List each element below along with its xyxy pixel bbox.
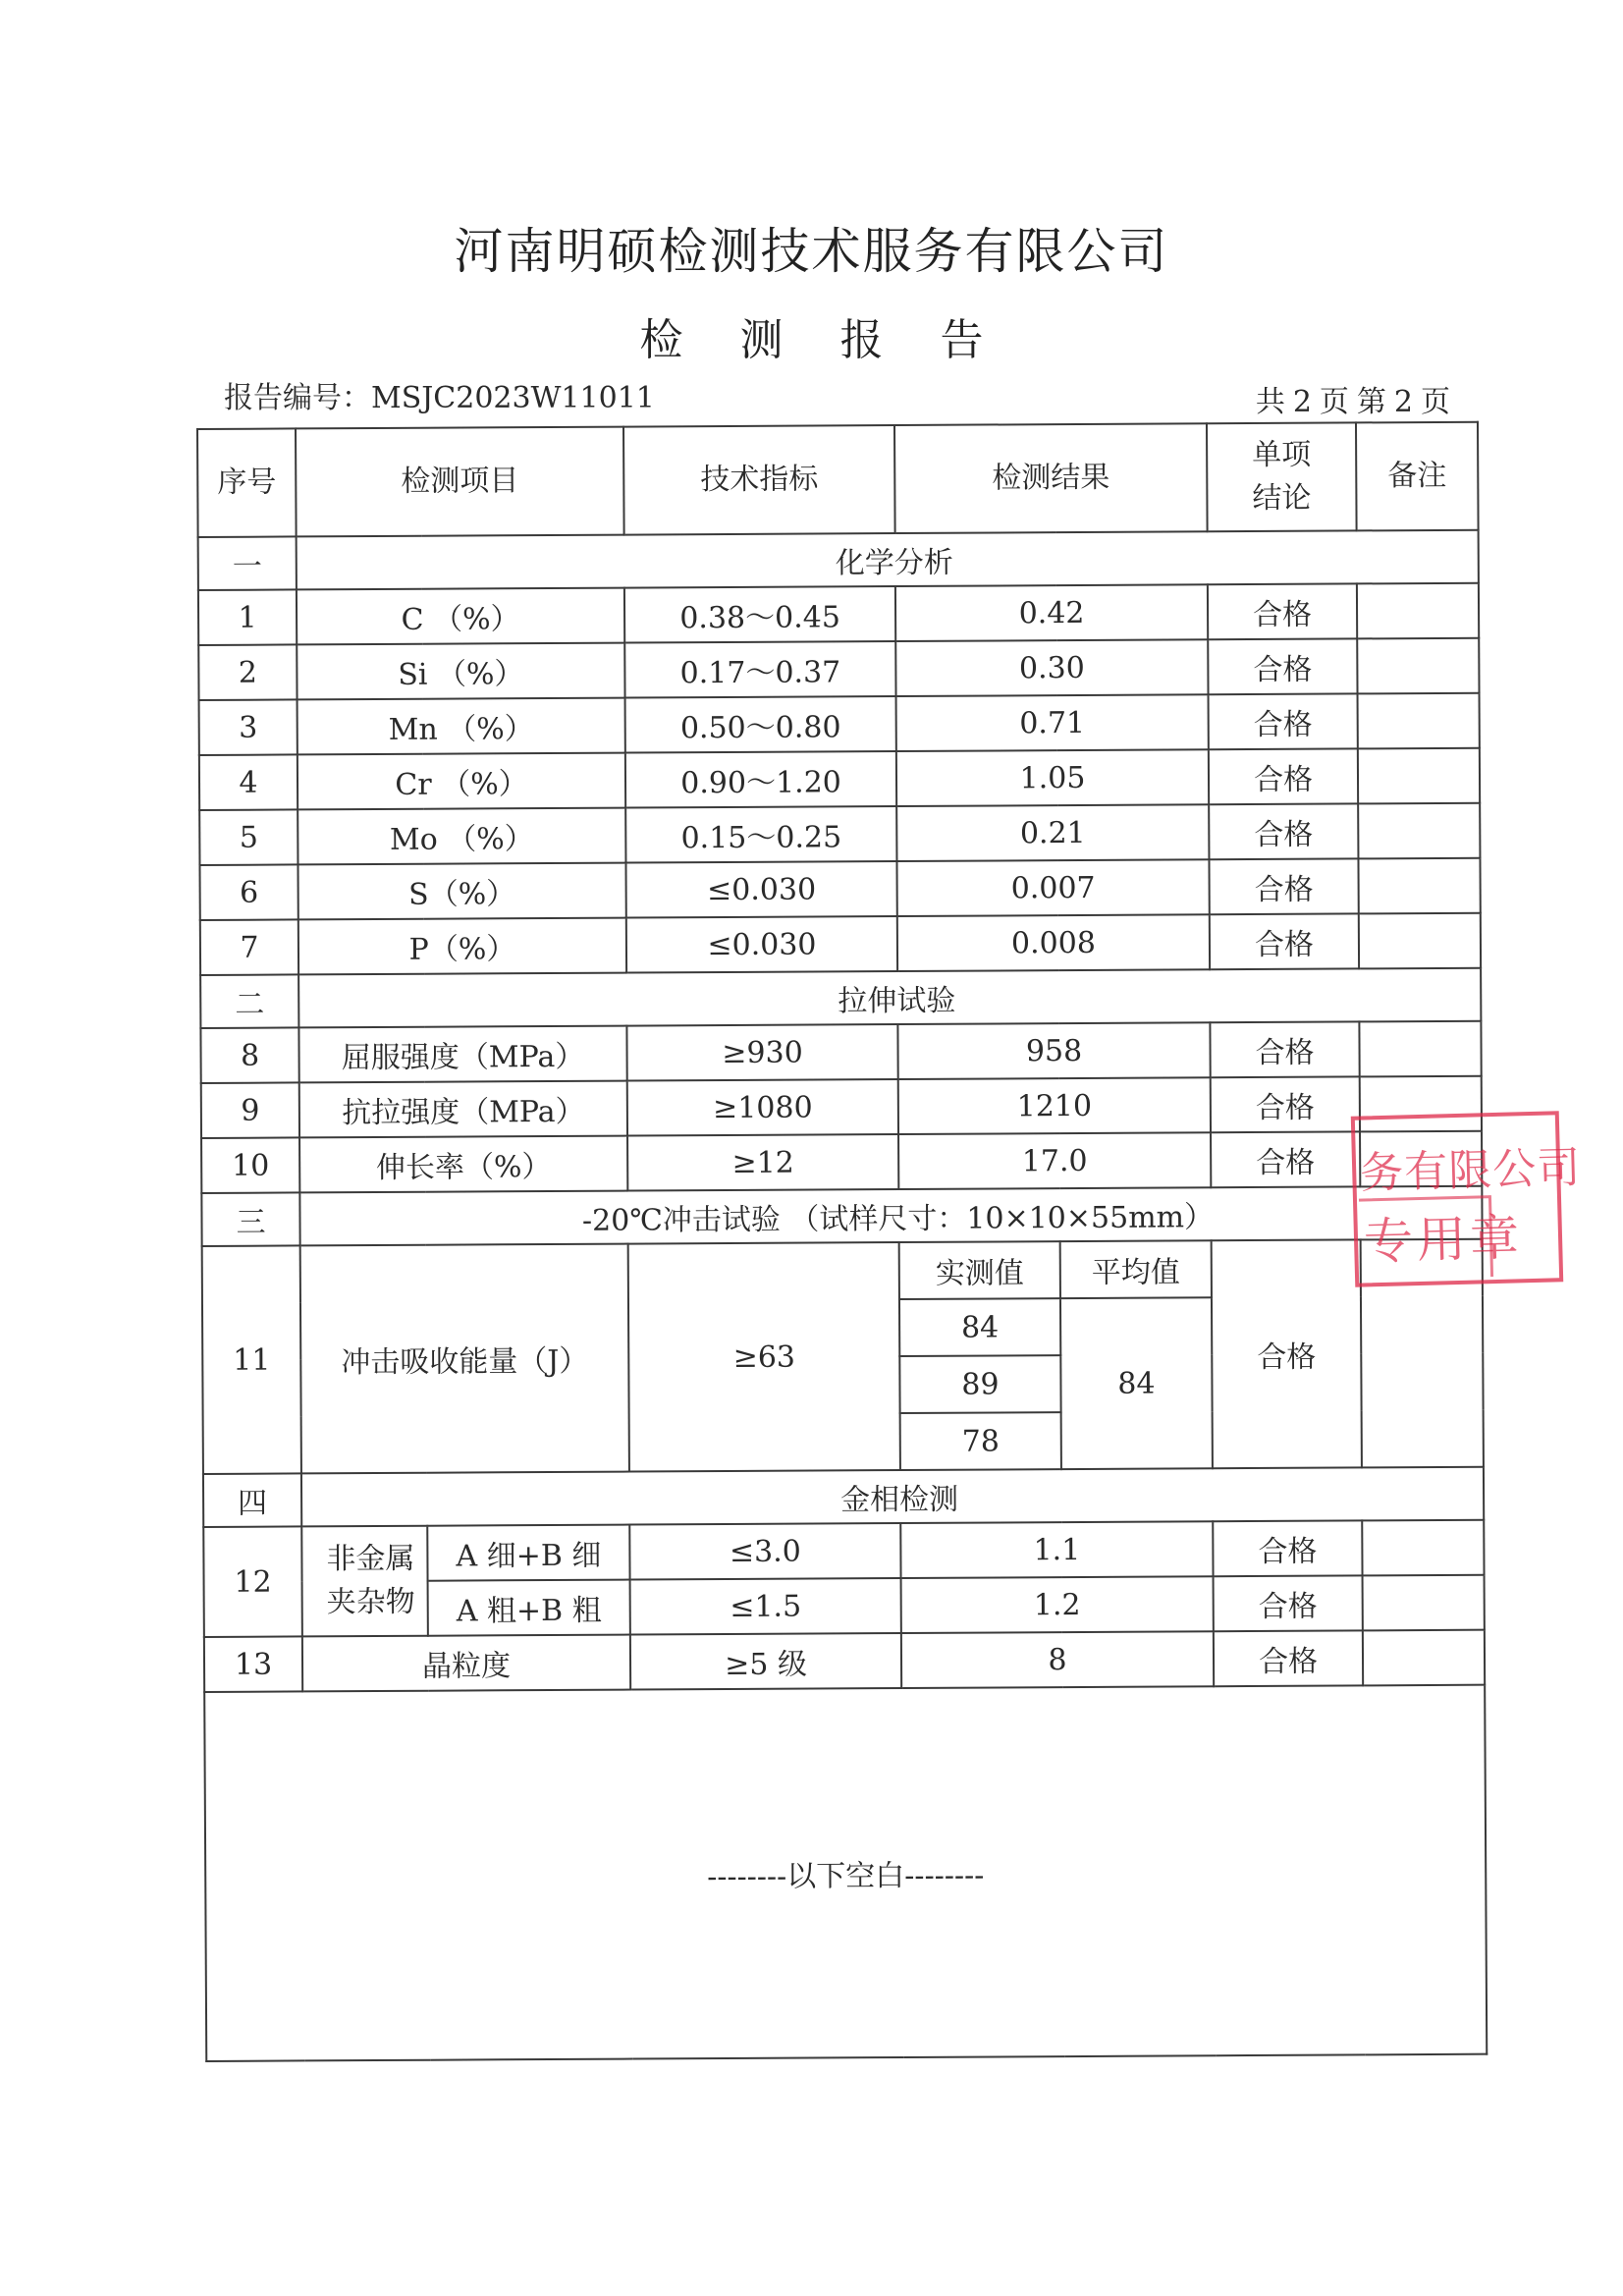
row-remark xyxy=(1362,1520,1484,1576)
row-remark xyxy=(1358,693,1480,749)
blank-note: --------以下空白-------- xyxy=(707,1858,985,1895)
section-title: 拉伸试验 xyxy=(298,968,1481,1028)
table-row xyxy=(203,1520,1484,1582)
row-item: 冲击吸收能量（J） xyxy=(300,1244,629,1474)
row-conclusion: 合格 xyxy=(1210,913,1359,969)
average-header: 平均值 xyxy=(1060,1240,1212,1298)
table-row xyxy=(198,583,1479,645)
seal-line-2: 专用章 xyxy=(1363,1209,1524,1271)
row-result: 1.1 xyxy=(900,1521,1213,1578)
row-remark xyxy=(1357,583,1479,639)
measured-value: 78 xyxy=(900,1412,1061,1470)
row-result: 1.2 xyxy=(901,1576,1214,1633)
row-result: 0.21 xyxy=(896,804,1209,861)
section-title: 化学分析 xyxy=(297,530,1479,590)
row-result: 17.0 xyxy=(898,1132,1211,1189)
section-row-chem xyxy=(198,530,1479,590)
row-number: 1 xyxy=(198,589,297,645)
row-spec: ≤0.030 xyxy=(626,916,897,973)
header-conclusion-label: 单项结论 xyxy=(1252,437,1312,516)
row-number: 2 xyxy=(198,644,297,700)
row-spec: ≤0.030 xyxy=(625,861,896,918)
row-remark xyxy=(1363,1630,1485,1686)
page-current: 2 xyxy=(1393,385,1413,419)
report-title: 检 测 报 告 xyxy=(639,315,1005,365)
row-number: 13 xyxy=(204,1636,302,1692)
inclusion-item xyxy=(301,1526,428,1637)
row-result: 0.007 xyxy=(896,859,1209,916)
table-row xyxy=(199,858,1480,920)
header-seq: 序号 xyxy=(197,428,297,537)
header-conclusion xyxy=(1207,422,1357,531)
row-item: S（%） xyxy=(298,863,625,920)
row-number: 6 xyxy=(199,864,298,920)
row-conclusion: 合格 xyxy=(1208,638,1357,694)
inclusion-item-line2: 夹杂物 xyxy=(326,1584,415,1620)
row-result: 0.008 xyxy=(897,914,1210,971)
row-number: 5 xyxy=(199,809,298,865)
row-spec: ≥63 xyxy=(628,1242,900,1472)
row-remark xyxy=(1363,1575,1485,1631)
row-spec: 0.50～0.80 xyxy=(625,696,896,753)
table-row xyxy=(201,1076,1482,1138)
company-seal xyxy=(1351,1111,1582,1286)
row-number: 9 xyxy=(201,1082,299,1138)
impact-row xyxy=(202,1239,1483,1303)
row-number: 12 xyxy=(203,1526,302,1637)
row-item: P（%） xyxy=(298,918,626,975)
row-result: 1210 xyxy=(898,1077,1211,1134)
section-title: -20℃冲击试验 （试样尺寸：10×10×55mm） xyxy=(299,1186,1482,1246)
row-number: 7 xyxy=(200,919,298,975)
row-conclusion: 合格 xyxy=(1209,803,1358,859)
section-title: 金相检测 xyxy=(301,1467,1484,1527)
row-item: 屈服强度（MPa） xyxy=(298,1026,626,1083)
row-item: C （%） xyxy=(297,588,624,645)
report-number xyxy=(224,373,655,416)
inclusion-item-line1: 非金属 xyxy=(326,1541,415,1577)
blank-note-cell xyxy=(204,1685,1487,2061)
row-conclusion: 合格 xyxy=(1211,1076,1360,1132)
row-item: Cr （%） xyxy=(298,753,625,810)
row-remark xyxy=(1358,803,1480,859)
row-spec: ≤3.0 xyxy=(629,1523,900,1580)
section-row-tensile xyxy=(200,968,1481,1028)
inclusion-subitem: A 粗+B 粗 xyxy=(428,1580,630,1636)
measured-value: 89 xyxy=(899,1355,1060,1413)
row-conclusion: 合格 xyxy=(1213,1520,1362,1576)
page-unit: 页 xyxy=(1319,385,1349,419)
row-conclusion: 合格 xyxy=(1210,1021,1359,1077)
row-spec: ≥1080 xyxy=(627,1079,898,1136)
section-number: 一 xyxy=(198,536,297,590)
seal-line-1: 务有限公司 xyxy=(1359,1142,1582,1199)
table-row xyxy=(200,913,1481,975)
row-item: 晶粒度 xyxy=(302,1635,630,1692)
row-conclusion: 合格 xyxy=(1209,858,1358,914)
row-item: Mn （%） xyxy=(298,698,625,755)
row-conclusion: 合格 xyxy=(1214,1575,1363,1631)
report-table xyxy=(196,421,1488,2062)
row-spec: 0.17～0.37 xyxy=(624,641,895,698)
row-conclusion: 合格 xyxy=(1209,693,1358,749)
section-number: 二 xyxy=(200,974,298,1028)
report-number-label: 报告编号： xyxy=(224,381,371,415)
row-number: 3 xyxy=(199,699,298,755)
row-result: 0.30 xyxy=(895,639,1208,696)
table-header-row xyxy=(197,422,1479,537)
table-row xyxy=(198,638,1479,700)
row-spec: ≥5 级 xyxy=(630,1633,901,1690)
row-result: 1.05 xyxy=(896,749,1209,806)
section-number: 三 xyxy=(201,1192,299,1246)
header-spec: 技术指标 xyxy=(623,425,895,535)
measured-header: 实测值 xyxy=(899,1241,1060,1299)
row-number: 4 xyxy=(199,754,298,810)
row-conclusion: 合格 xyxy=(1211,1131,1360,1187)
page-total-prefix: 共 xyxy=(1255,385,1285,419)
row-remark xyxy=(1359,913,1481,969)
header-result: 检测结果 xyxy=(894,423,1208,533)
row-number: 8 xyxy=(200,1027,298,1083)
row-result: 0.42 xyxy=(895,584,1208,641)
row-conclusion: 合格 xyxy=(1214,1630,1363,1686)
table-row xyxy=(199,803,1480,865)
row-item: Mo （%） xyxy=(298,808,625,865)
header-item: 检测项目 xyxy=(296,427,624,537)
row-item: 伸长率（%） xyxy=(299,1136,627,1193)
row-result: 0.71 xyxy=(896,694,1209,751)
blank-row xyxy=(204,1685,1487,2061)
section-row-impact xyxy=(201,1186,1482,1246)
report-number-value: MSJC2023W11011 xyxy=(371,381,655,415)
row-conclusion: 合格 xyxy=(1209,748,1358,804)
row-item: 抗拉强度（MPa） xyxy=(299,1081,627,1138)
table-row xyxy=(200,1021,1481,1083)
row-result: 958 xyxy=(897,1022,1210,1079)
page-unit-2: 页 xyxy=(1421,385,1450,419)
row-remark xyxy=(1357,638,1479,694)
row-item: Si （%） xyxy=(297,643,624,700)
inclusion-subitem: A 细+B 细 xyxy=(427,1525,629,1581)
row-remark xyxy=(1358,748,1480,804)
page-current-prefix: 第 xyxy=(1356,385,1386,419)
row-number: 11 xyxy=(202,1245,301,1474)
section-number: 四 xyxy=(203,1473,301,1527)
measured-value: 84 xyxy=(899,1298,1060,1356)
average-value: 84 xyxy=(1060,1297,1213,1469)
row-result: 8 xyxy=(901,1631,1214,1688)
row-spec: 0.15～0.25 xyxy=(625,806,896,863)
section-row-metallography xyxy=(203,1467,1484,1527)
table-row xyxy=(201,1131,1482,1193)
row-spec: ≥12 xyxy=(627,1134,898,1191)
table-row xyxy=(199,693,1480,755)
table-row xyxy=(199,748,1480,810)
page-total: 2 xyxy=(1292,385,1312,419)
row-spec: 0.38～0.45 xyxy=(624,586,895,643)
row-spec: 0.90～1.20 xyxy=(625,751,896,808)
row-conclusion: 合格 xyxy=(1208,583,1357,639)
company-name: 河南明硕检测技术服务有限公司 xyxy=(454,223,1169,280)
row-number: 10 xyxy=(201,1137,299,1193)
page-info xyxy=(1252,377,1454,420)
table-row xyxy=(204,1630,1485,1692)
header-remark: 备注 xyxy=(1356,422,1479,531)
row-spec: ≥930 xyxy=(626,1024,897,1081)
row-remark xyxy=(1359,1021,1481,1077)
row-remark xyxy=(1358,858,1480,914)
row-spec: ≤1.5 xyxy=(630,1578,901,1635)
row-conclusion: 合格 xyxy=(1212,1239,1362,1468)
